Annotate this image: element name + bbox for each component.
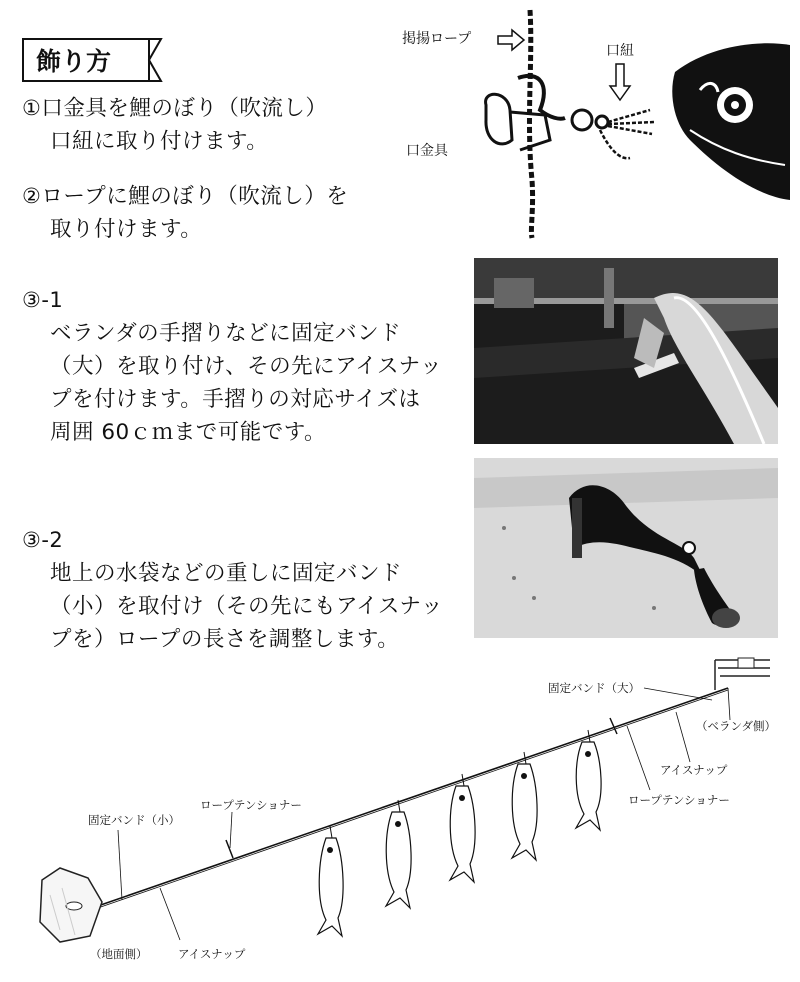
section-title: 飾り方	[22, 38, 150, 82]
step-3-2-line-3: プを）ロープの長さを調整します。	[50, 627, 400, 652]
step-2	[22, 180, 348, 246]
ground-band-drawing	[474, 458, 778, 638]
band-small-label: 固定バンド（小）	[88, 813, 180, 827]
rope-label: 掲揚ロープ	[402, 31, 472, 47]
fitting-illustration	[390, 0, 800, 240]
step-3-1-line-2: （大）を取り付け、その先にアイスナッ	[50, 354, 443, 379]
veranda-rail-icon	[715, 658, 770, 690]
tensioner-lower-label: ロープテンショナー	[200, 798, 302, 812]
step-3-1-number: ③-1	[22, 288, 64, 312]
step-3-1-line-4: 周囲 60ｃｍまで可能です。	[50, 420, 326, 445]
step-3-2-number: ③-2	[22, 528, 64, 552]
step-3-2	[22, 524, 443, 656]
koinobori-fish-2-icon	[386, 800, 411, 908]
cord-label: 口紐	[606, 43, 634, 59]
ice-snap-upper-label: アイスナップ	[660, 763, 728, 777]
step-1	[22, 92, 327, 158]
step-2-line-2: 取り付けます。	[50, 217, 203, 242]
veranda-side-label: （ベランダ側）	[696, 719, 777, 733]
step-3-1-line-1: ベランダの手摺りなどに固定バンド	[50, 321, 402, 346]
ground-band-photo	[474, 458, 778, 638]
water-bag-weight-icon	[40, 868, 102, 942]
step-1-line-1: 口金具を鯉のぼり（吹流し）	[41, 96, 328, 121]
step-2-line-1: ロープに鯉のぼり（吹流し）を	[41, 184, 349, 209]
step-3-1-line-3: プを付けます。手摺りの対応サイズは	[50, 387, 421, 412]
koinobori-fish-5-icon	[576, 730, 601, 830]
step-3-2-line-1: 地上の水袋などの重しに固定バンド	[50, 561, 403, 586]
koinobori-fish-3-icon	[450, 774, 475, 882]
koinobori-fish-4-icon	[512, 752, 537, 860]
ice-snap-lower-label: アイスナップ	[178, 947, 246, 961]
ground-side-label: （地面側）	[90, 947, 148, 961]
title-notch-decoration	[143, 38, 163, 82]
step-1-number: ①	[22, 96, 42, 120]
tensioner-upper-label: ロープテンショナー	[628, 793, 730, 807]
step-1-line-2: 口紐に取り付けます。	[50, 129, 269, 154]
veranda-handrail-photo	[474, 258, 778, 444]
band-large-label: 固定バンド（大）	[548, 681, 640, 695]
koinobori-fish-1-icon	[318, 826, 343, 936]
step-2-number: ②	[22, 184, 42, 208]
step-3-1	[22, 284, 442, 449]
step-3-2-line-2: （小）を取付け（その先にもアイスナッ	[50, 594, 443, 619]
handrail-drawing	[474, 258, 778, 444]
fitting-label: 口金具	[406, 143, 448, 159]
